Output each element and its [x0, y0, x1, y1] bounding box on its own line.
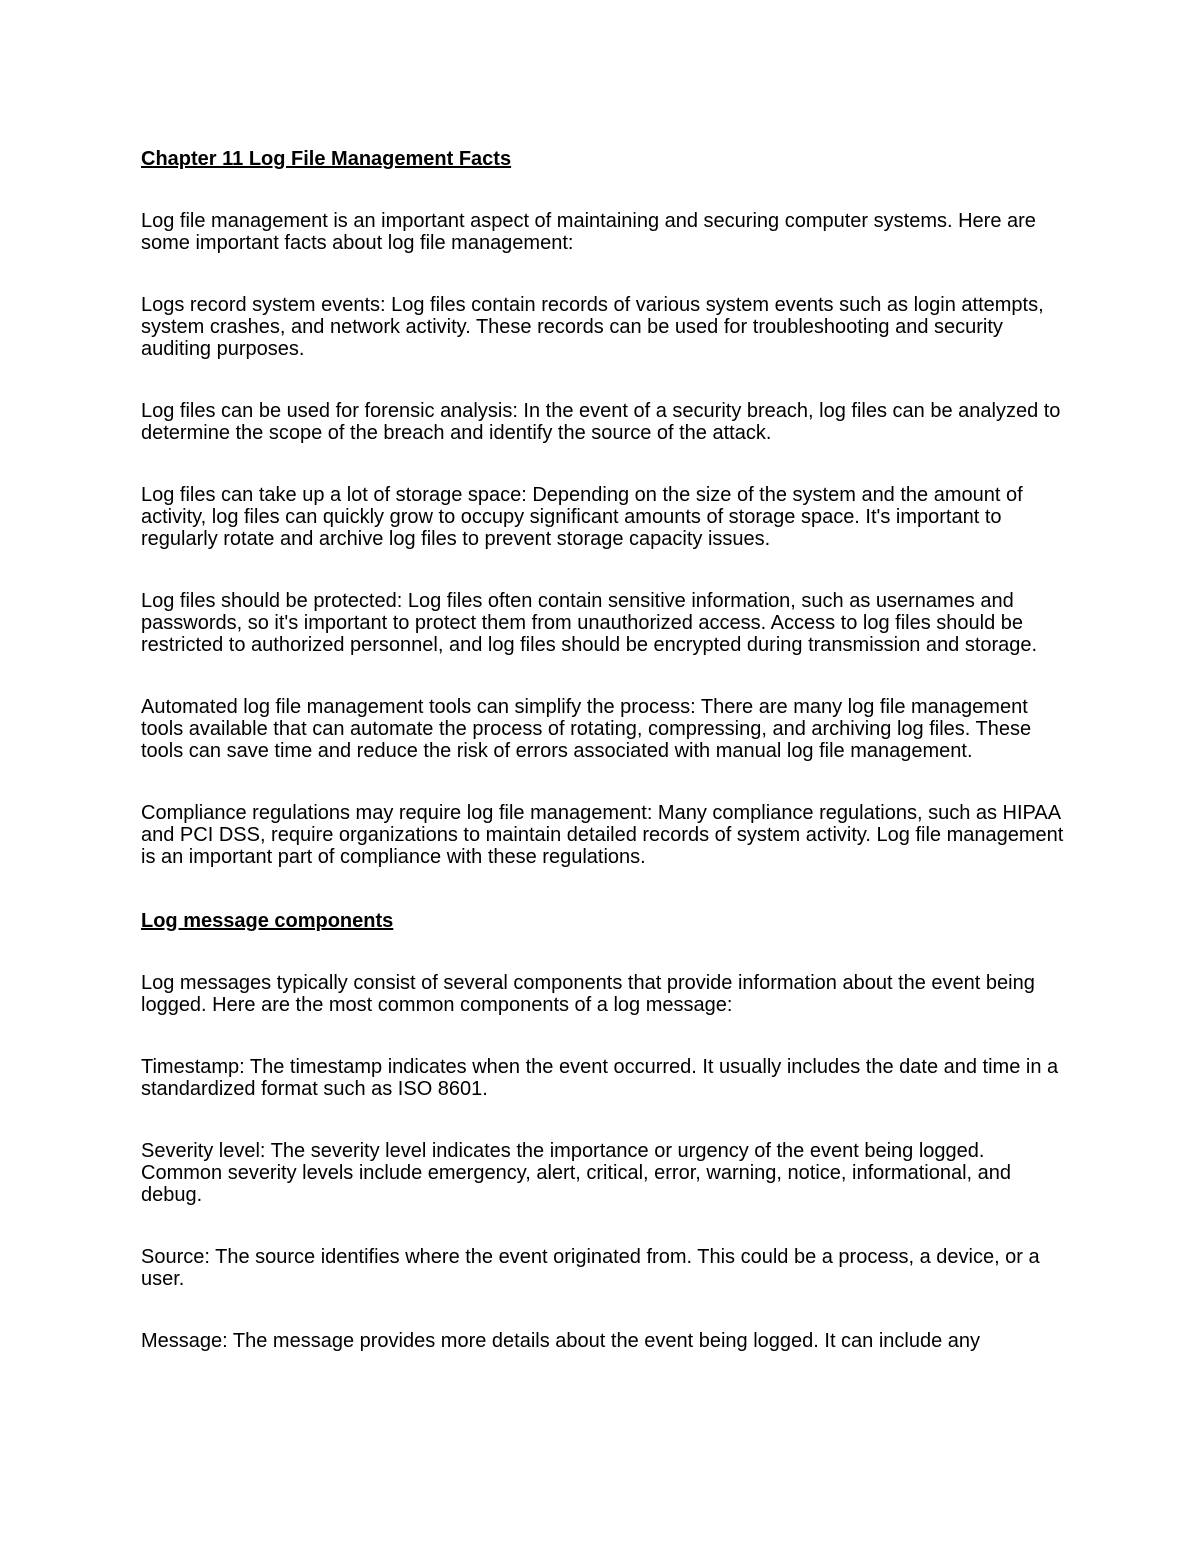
section-intro-paragraph: Log file management is an important aspect of maintaining and securing computer systems. Here are some important facts about log file management:	[141, 210, 1036, 254]
paragraph-severity-level: Severity level: The severity level indicates the importance or urgency of the event being logged. Common severity levels include emergency, alert, critical, error, warning, notice, informational, and debug.	[141, 1140, 1011, 1206]
section-heading-log-file-management: Chapter 11 Log File Management Facts	[141, 148, 512, 170]
paragraph-protected: Log files should be protected: Log files often contain sensitive information, such as usernames and passwords, so it's important to protect them from unauthorized access. Access to log files should be restricted to authorized personnel, and log files should be encrypted during transmission and storage.	[141, 590, 1038, 656]
paragraph-source: Source: The source identifies where the event originated from. This could be a process, a device, or a user.	[141, 1246, 1040, 1290]
paragraph-logs-record-events: Logs record system events: Log files contain records of various system events such as login attempts, system crashes, and network activity. These records can be used for troubleshooting and security auditing purposes.	[141, 294, 1044, 360]
paragraph-timestamp: Timestamp: The timestamp indicates when the event occurred. It usually includes the date and time in a standardized format such as ISO 8601.	[141, 1056, 1059, 1100]
section-heading-log-message-components: Log message components	[141, 910, 394, 932]
paragraph-message: Message: The message provides more details about the event being logged. It can include any	[141, 1330, 981, 1352]
paragraph-compliance: Compliance regulations may require log file management: Many compliance regulations, such as HIPAA and PCI DSS, require organizations to maintain detailed records of system activity. Log file management is an important part of compliance with these regulations.	[141, 802, 1064, 868]
document-page	[141, 146, 1071, 1352]
paragraph-forensic-analysis: Log files can be used for forensic analysis: In the event of a security breach, log files can be analyzed to determine the scope of the breach and identify the source of the attack.	[141, 400, 1061, 444]
paragraph-automated-tools: Automated log file management tools can simplify the process: There are many log file management tools available that can automate the process of rotating, compressing, and archiving log files. These tools can save time and reduce the risk of errors associated with manual log file management.	[141, 696, 1032, 762]
paragraph-storage-space: Log files can take up a lot of storage space: Depending on the size of the system and the amount of activity, log files can quickly grow to occupy significant amounts of storage space. It's important to regularly rotate and archive log files to prevent storage capacity issues.	[141, 484, 1023, 550]
section-intro-paragraph: Log messages typically consist of several components that provide information about the event being logged. Here are the most common components of a log message:	[141, 972, 1035, 1016]
